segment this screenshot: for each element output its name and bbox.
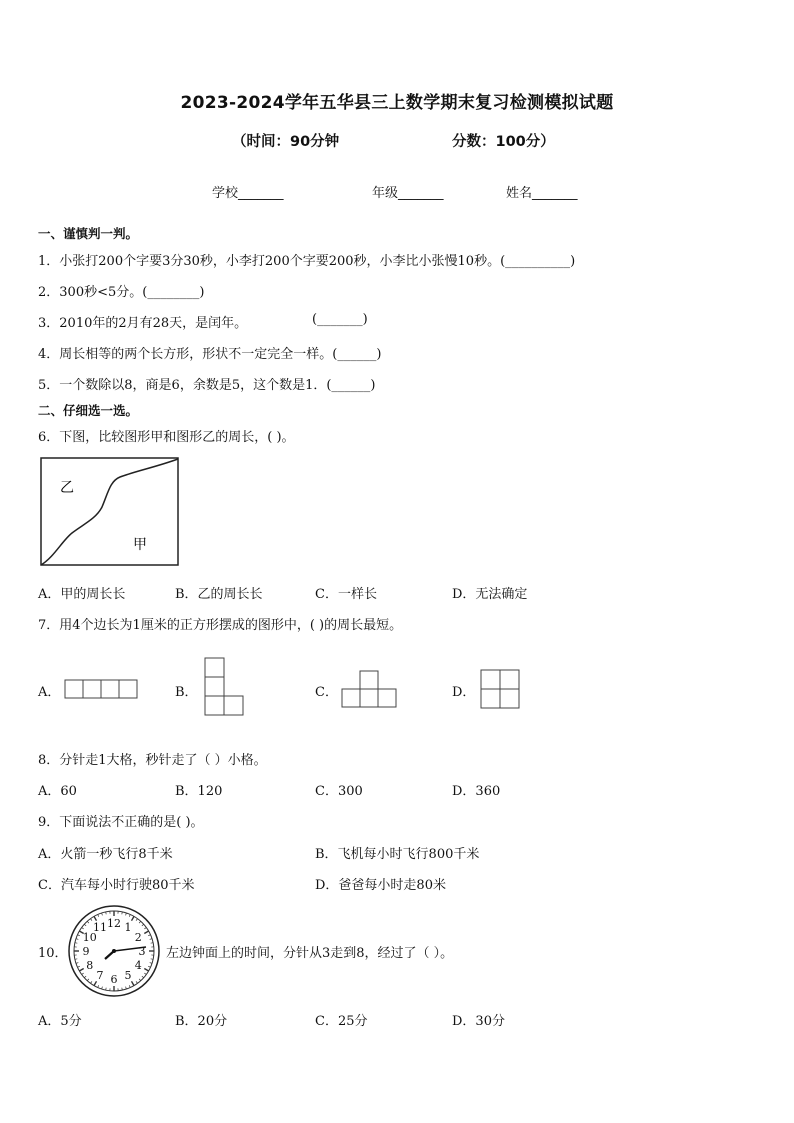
q10-option-d: D．30分 xyxy=(452,1014,505,1029)
q6-rectangle xyxy=(41,458,178,565)
q9-option-d: D．爸爸每小时走80米 xyxy=(315,878,446,893)
section-2-heading: 二、仔细选一选。 xyxy=(38,403,139,418)
q6-dividing-curve xyxy=(41,459,178,565)
q6-option-d: D．无法确定 xyxy=(452,587,528,602)
clock-number: 3 xyxy=(138,945,146,958)
q6-label-yi: 乙 xyxy=(60,480,74,496)
q8-option-b: B．120 xyxy=(175,784,223,799)
clock-number: 10 xyxy=(82,931,97,944)
clock-number: 9 xyxy=(82,945,90,958)
question-10-number: 10． xyxy=(38,946,68,961)
question-2: 2．300秒<5分。(________) xyxy=(38,285,205,300)
q8-option-a: A．60 xyxy=(38,784,77,799)
exam-time: （时间：90分钟 xyxy=(232,134,340,150)
q9-option-a: A．火箭一秒飞行8千米 xyxy=(38,847,173,862)
question-1: 1．小张打200个字要3分30秒，小李打200个字要200秒，小李比小张慢10秒。(__________) xyxy=(38,254,576,269)
question-8: 8．分针走1大格，秒针走了（ ）小格。 xyxy=(38,753,267,768)
question-7: 7．用4个边长为1厘米的正方形摆成的图形中，( )的周长最短。 xyxy=(38,618,403,633)
q7-option-d: D． xyxy=(452,685,476,700)
clock-number: 2 xyxy=(134,931,142,944)
q7-option-c: C． xyxy=(315,685,338,700)
clock-icon xyxy=(67,904,161,998)
clock-number: 11 xyxy=(93,920,107,934)
q6-option-a: A．甲的周长长 xyxy=(38,587,126,602)
q8-option-d: D．360 xyxy=(452,784,501,799)
question-9: 9．下面说法不正确的是( )。 xyxy=(38,815,204,830)
section-1-heading: 一、谨慎判一判。 xyxy=(38,226,139,241)
q6-label-jia: 甲 xyxy=(133,537,147,553)
school-field: 学校_______ xyxy=(212,186,284,201)
clock-number: 12 xyxy=(107,917,121,930)
q7-shape-c xyxy=(340,670,400,712)
question-6: 6．下图，比较图形甲和图形乙的周长，( )。 xyxy=(38,430,295,445)
exam-score: 分数：100分） xyxy=(452,134,555,150)
q7-shape-b xyxy=(204,657,246,717)
q6-option-b: B．乙的周长长 xyxy=(175,587,263,602)
q7-shape-d xyxy=(480,669,522,711)
clock-number: 8 xyxy=(86,959,94,972)
clock-number: 1 xyxy=(124,920,132,934)
q9-option-c: C．汽车每小时行驶80千米 xyxy=(38,878,195,893)
clock-number: 5 xyxy=(124,969,132,983)
clock-number: 6 xyxy=(110,973,118,986)
clock-number: 4 xyxy=(134,959,142,972)
q7-option-b: B． xyxy=(175,685,198,700)
q7-shape-a xyxy=(64,679,140,701)
page-title: 2023-2024学年五华县三上数学期末复习检测模拟试题 xyxy=(180,93,614,113)
clock-center xyxy=(112,949,116,953)
q10-option-a: A．5分 xyxy=(38,1014,82,1029)
question-5: 5．一个数除以8，商是6，余数是5，这个数是1．(______) xyxy=(38,378,376,393)
q10-option-c: C．25分 xyxy=(315,1014,368,1029)
q8-option-c: C．300 xyxy=(315,784,363,799)
q10-option-b: B．20分 xyxy=(175,1014,228,1029)
q6-figure xyxy=(40,457,180,567)
grade-field: 年级_______ xyxy=(372,186,444,201)
q6-option-c: C．一样长 xyxy=(315,587,377,602)
question-3-blank: (_______) xyxy=(312,312,368,327)
name-field: 姓名_______ xyxy=(506,186,578,201)
question-4: 4．周长相等的两个长方形，形状不一定完全一样。(______) xyxy=(38,347,382,362)
q9-option-b: B．飞机每小时飞行800千米 xyxy=(315,847,480,862)
clock-number: 7 xyxy=(96,969,104,983)
question-10: 左边钟面上的时间，分针从3走到8，经过了（ ）。 xyxy=(166,946,454,961)
question-3: 3．2010年的2月有28天，是闰年。 xyxy=(38,316,248,331)
q7-option-a: A． xyxy=(38,685,61,700)
